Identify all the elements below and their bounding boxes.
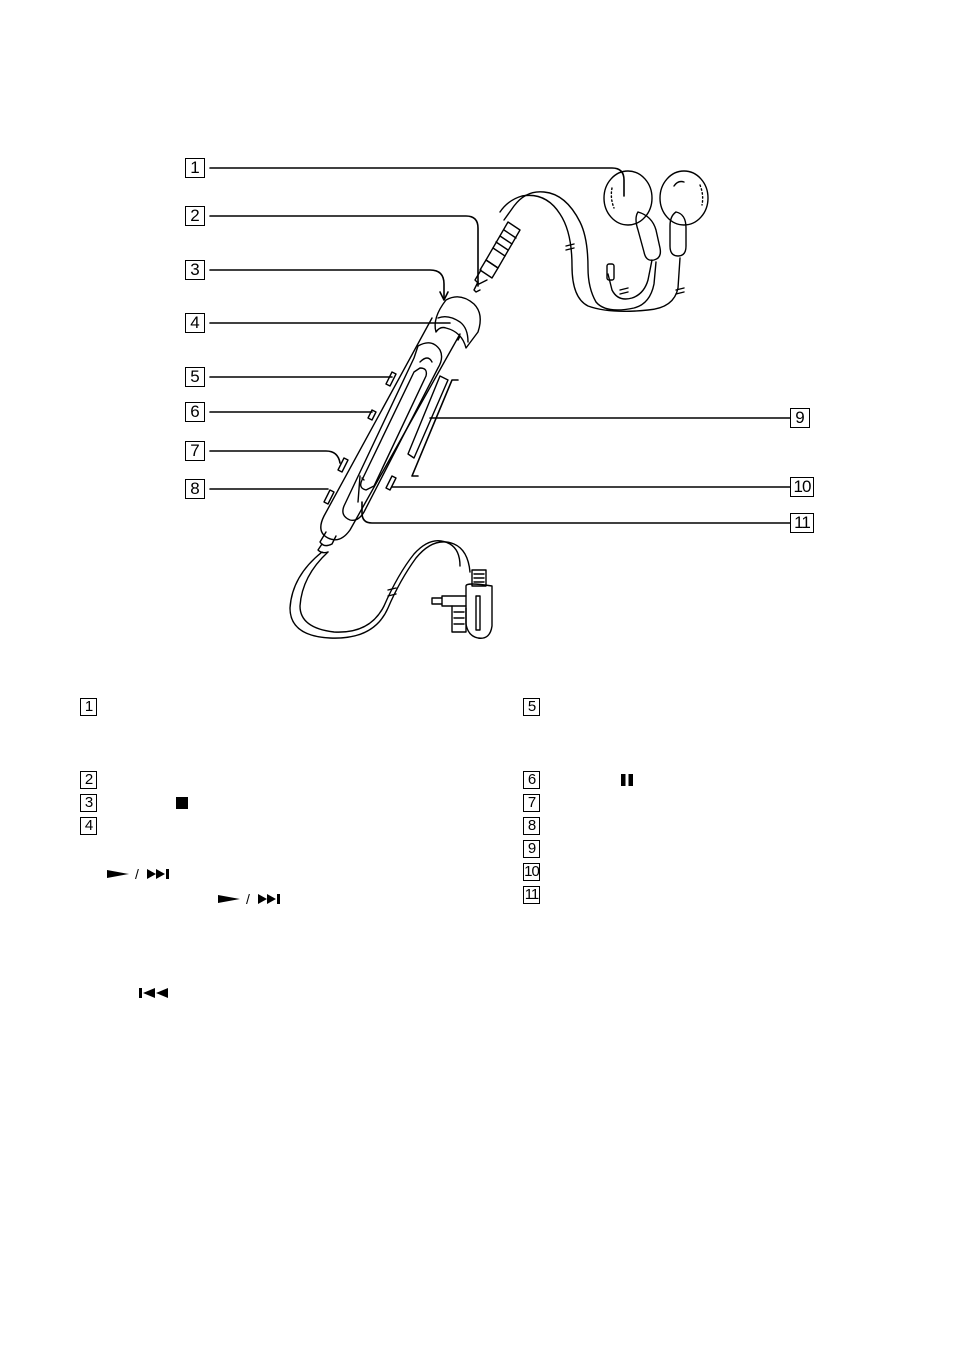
remote-body bbox=[318, 297, 480, 553]
callout-1: 1 bbox=[185, 158, 205, 178]
callout-4: 4 bbox=[185, 313, 205, 333]
callout-11: 11 bbox=[790, 513, 814, 533]
svg-text:/: / bbox=[135, 866, 139, 882]
earbud-cord bbox=[500, 192, 684, 312]
pause-icon bbox=[619, 772, 635, 788]
legend-item-10: 10 bbox=[524, 863, 539, 880]
legend-item-8: 8 bbox=[523, 817, 540, 835]
legend-item-2: 2 bbox=[80, 771, 97, 789]
callout-2: 2 bbox=[185, 206, 205, 226]
play-and-next-icon bbox=[216, 891, 296, 907]
legend-item-7: 7 bbox=[523, 794, 540, 812]
earbuds bbox=[604, 171, 708, 260]
remote-cord bbox=[290, 541, 470, 638]
callout-7: 7 bbox=[185, 441, 205, 461]
callout-5: 5 bbox=[185, 367, 205, 387]
legend-item-3: 3 bbox=[80, 794, 97, 812]
callout-6: 6 bbox=[185, 402, 205, 422]
legend-item-4: 4 bbox=[80, 817, 97, 835]
callout-3: 3 bbox=[185, 260, 205, 280]
callout-9: 9 bbox=[790, 408, 810, 428]
leader-lines bbox=[210, 168, 790, 523]
stop-icon bbox=[174, 795, 190, 811]
legend-item-9: 9 bbox=[523, 840, 540, 858]
previous-track-icon bbox=[138, 985, 174, 1001]
callout-8: 8 bbox=[185, 479, 205, 499]
callout-10: 10 bbox=[790, 477, 814, 497]
legend-item-1: 1 bbox=[80, 698, 97, 716]
legend-item-6: 6 bbox=[523, 771, 540, 789]
legend-item-11: 11 bbox=[524, 886, 539, 903]
mini-plug bbox=[432, 570, 492, 638]
legend-item-5: 5 bbox=[523, 698, 540, 716]
play-and-next-icon bbox=[105, 866, 185, 882]
svg-text:/: / bbox=[246, 891, 250, 907]
headphone-plug bbox=[474, 222, 520, 292]
